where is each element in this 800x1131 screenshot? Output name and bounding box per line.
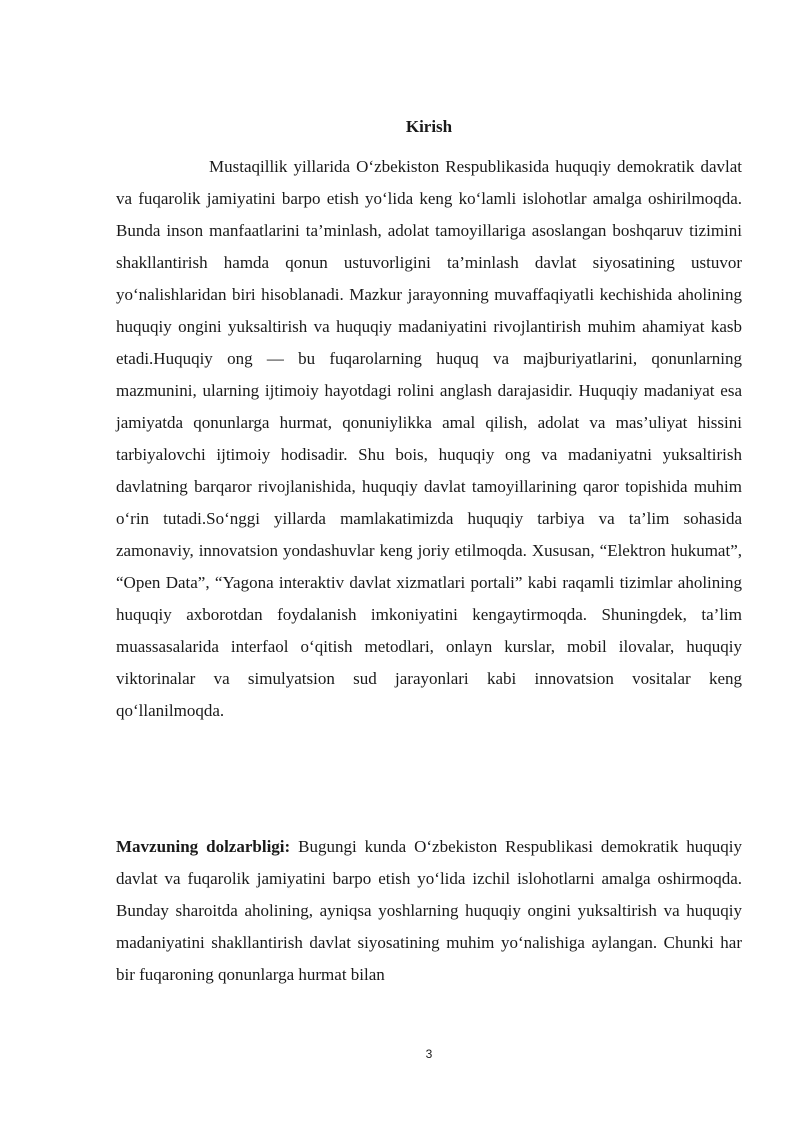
- relevance-body: Bugungi kunda O‘zbekiston Respublikasi demokratik huquqiy davlat va fuqarolik jamiyatini barpo etish yo‘lida izchil islohotlarni amalga oshirmoqda. Bunday sharoitda aholining, ayniqsa yoshlarning huquqiy ongini yuksaltirish va huquqiy madaniyatini shakllantirish davlat siyosatining muhim yo‘nalishiga aylangan. Chunki har bir fuqaroning qonunlarga hurmat bilan: [116, 837, 742, 984]
- intro-paragraph: Mustaqillik yillarida O‘zbekiston Respublikasida huquqiy demokratik davlat va fuqarolik jamiyatini barpo etish yo‘lida keng ko‘lamli islohotlar amalga oshirilmoqda. Bunda inson manfaatlarini ta’minlash, adolat tamoyillariga asoslangan boshqaruv tizimini shakllantirish hamda qonun ustuvorligini ta’minlash davlat siyosatining ustuvor yo‘nalishlaridan biri hisoblanadi. Mazkur jarayonning muvaffaqiyatli kechishida aholining huquqiy ongini yuksaltirish va huquqiy madaniyatini rivojlantirish muhim ahamiyat kasb etadi.Huquqiy ong — bu fuqarolarning huquq va majburiyatlarini, qonunlarning mazmunini, ularning ijtimoiy hayotdagi rolini anglash darajasidir. Huquqiy madaniyat esa jamiyatda qonunlarga hurmat, qonuniylikka amal qilish, adolat va mas’uliyat hissini tarbiyalovchi ijtimoiy hodisadir. Shu bois, huquqiy ong va madaniyatni yuksaltirish davlatning barqaror rivojlanishida, huquqiy davlat tamoyillarining qaror topishida muhim o‘rin tutadi.So‘nggi yillarda mamlakatimizda huquqiy tarbiya va ta’lim sohasida zamonaviy, innovatsion yondashuvlar keng joriy etilmoqda. Xususan, “Elektron hukumat”, “Open Data”, “Yagona interaktiv davlat xizmatlari portali” kabi raqamli tizimlar aholining huquqiy axborotdan foydalanish imkoniyatini kengaytirmoqda. Shuningdek, ta’lim muassasalarida interfaol o‘qitish metodlari, onlayn kurslar, mobil ilovalar, huquqiy viktorinalar va simulyatsion sud jarayonlari kabi innovatsion vositalar keng qo‘llanilmoqda.: [116, 157, 742, 720]
- relevance-heading: Mavzuning dolzarbligi:: [116, 837, 291, 856]
- page-number: 3: [425, 1047, 433, 1061]
- relevance-paragraph: [116, 831, 742, 991]
- section-title: Kirish: [405, 117, 453, 136]
